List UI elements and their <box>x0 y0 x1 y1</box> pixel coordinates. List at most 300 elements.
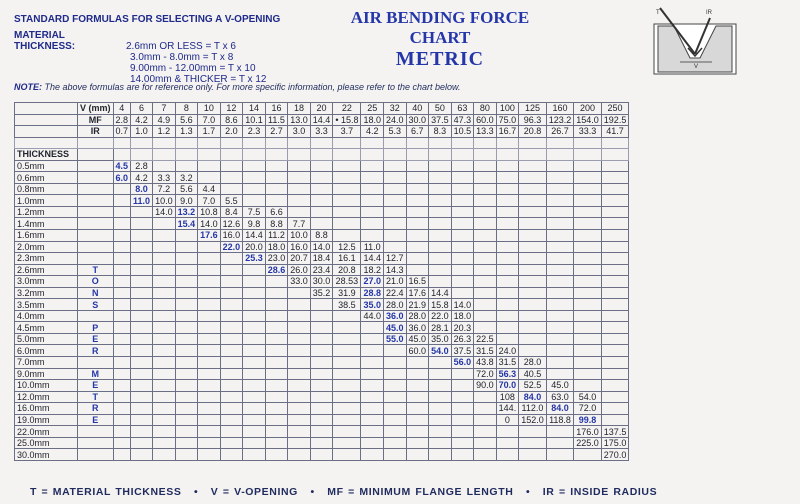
tonnage-cell <box>474 183 497 195</box>
tonnage-cell: 33.0 <box>288 276 311 288</box>
tonnage-cell <box>113 414 131 426</box>
tonnage-cell <box>175 230 198 242</box>
tonnage-cell <box>288 345 311 357</box>
v-opening-row-value: 160 <box>546 103 574 115</box>
tonnage-cell: 23.4 <box>310 264 333 276</box>
tonnage-cell <box>429 426 452 438</box>
vertical-letter: N <box>78 287 114 299</box>
tonnage-cell <box>451 437 474 449</box>
tonnage-cell <box>243 183 266 195</box>
tonnage-cell <box>546 322 574 334</box>
table-row <box>15 322 629 334</box>
tonnage-cell <box>153 414 176 426</box>
tonnage-cell <box>406 218 429 230</box>
tonnage-cell <box>198 322 221 334</box>
tonnage-cell <box>574 264 602 276</box>
inside-radius-row-value: 2.3 <box>243 126 266 138</box>
tonnage-cell: 22.0 <box>429 310 452 322</box>
blank-cell <box>429 149 452 161</box>
tonnage-cell <box>574 160 602 172</box>
tonnage-cell <box>406 357 429 369</box>
min-flange-row <box>15 114 629 126</box>
tonnage-cell: 8.0 <box>131 183 153 195</box>
tonnage-cell <box>333 218 361 230</box>
v-opening-row-value: 25 <box>361 103 384 115</box>
vertical-letter: S <box>78 299 114 311</box>
tonnage-cell <box>546 160 574 172</box>
tonnage-cell <box>546 183 574 195</box>
min-flange-row-value: 75.0 <box>496 114 519 126</box>
blank-cell <box>361 149 384 161</box>
tonnage-cell <box>546 437 574 449</box>
tonnage-cell <box>153 391 176 403</box>
vertical-letter: E <box>78 414 114 426</box>
tonnage-cell <box>574 322 602 334</box>
table-row <box>15 333 629 345</box>
blank-cell <box>429 137 452 149</box>
tonnage-cell <box>406 414 429 426</box>
tonnage-cell <box>333 160 361 172</box>
tonnage-cell <box>220 322 243 334</box>
bending-diagram-icon <box>650 4 740 78</box>
tonnage-cell <box>243 333 266 345</box>
blank-cell <box>546 137 574 149</box>
min-flange-row-value: 192.5 <box>601 114 629 126</box>
tonnage-cell <box>310 391 333 403</box>
tonnage-cell <box>131 357 153 369</box>
tonnage-cell <box>519 426 547 438</box>
tonnage-cell <box>429 437 452 449</box>
legend-mf: MF = MINIMUM FLANGE LENGTH <box>327 486 514 498</box>
table-row <box>15 345 629 357</box>
tonnage-cell <box>310 183 333 195</box>
tonnage-cell <box>220 368 243 380</box>
tonnage-cell <box>361 380 384 392</box>
blank-cell <box>113 149 131 161</box>
tonnage-cell <box>153 241 176 253</box>
blank-cell <box>243 137 266 149</box>
tonnage-cell: 10.0 <box>153 195 176 207</box>
tonnage-cell: 28.6 <box>265 264 288 276</box>
table-row <box>15 391 629 403</box>
tonnage-cell <box>406 206 429 218</box>
tonnage-cell <box>220 391 243 403</box>
formula-4: 14.00mm & THICKER = T x 12 <box>130 74 267 85</box>
blank-cell <box>220 137 243 149</box>
inside-radius-row-value: 33.3 <box>574 126 602 138</box>
tonnage-cell <box>198 403 221 415</box>
inside-radius-row-label: IR <box>78 126 114 138</box>
tonnage-cell <box>243 449 266 461</box>
tonnage-cell <box>429 403 452 415</box>
tonnage-cell: 12.6 <box>220 218 243 230</box>
tonnage-cell <box>131 437 153 449</box>
blank-cell <box>574 149 602 161</box>
vertical-letter: P <box>78 322 114 334</box>
tonnage-cell: 35.0 <box>361 299 384 311</box>
blank-cell <box>406 137 429 149</box>
vertical-letter <box>78 241 114 253</box>
tonnage-cell <box>131 310 153 322</box>
tonnage-cell: 7.0 <box>198 195 221 207</box>
tonnage-cell: 45.0 <box>406 333 429 345</box>
tonnage-cell <box>496 172 519 184</box>
tonnage-cell: 15.8 <box>429 299 452 311</box>
tonnage-cell <box>265 183 288 195</box>
tonnage-cell: 26.3 <box>451 333 474 345</box>
tonnage-cell: 20.0 <box>243 241 266 253</box>
tonnage-cell <box>288 368 311 380</box>
blank-cell <box>496 149 519 161</box>
blank-cell <box>198 137 221 149</box>
table-row <box>15 449 629 461</box>
tonnage-cell <box>333 391 361 403</box>
blank-cell <box>333 149 361 161</box>
tonnage-cell <box>333 437 361 449</box>
tonnage-cell <box>265 403 288 415</box>
tonnage-cell <box>496 160 519 172</box>
vertical-letter <box>78 437 114 449</box>
tonnage-cell: 55.0 <box>384 333 407 345</box>
blank-cell <box>15 137 78 149</box>
v-opening-row-value: 10 <box>198 103 221 115</box>
table-row <box>15 426 629 438</box>
tonnage-cell <box>175 287 198 299</box>
tonnage-cell <box>220 345 243 357</box>
tonnage-cell <box>519 287 547 299</box>
tonnage-cell: 25.3 <box>243 253 266 265</box>
tonnage-cell <box>131 322 153 334</box>
tonnage-cell: 36.0 <box>384 310 407 322</box>
tonnage-cell <box>384 391 407 403</box>
min-flange-row-value: 7.0 <box>198 114 221 126</box>
tonnage-cell <box>310 195 333 207</box>
tonnage-cell <box>384 345 407 357</box>
tonnage-cell: 72.0 <box>574 403 602 415</box>
min-flange-row-value: 30.0 <box>406 114 429 126</box>
table-row <box>15 195 629 207</box>
tonnage-cell: 17.6 <box>406 287 429 299</box>
tonnage-cell <box>451 276 474 288</box>
tonnage-cell <box>288 414 311 426</box>
blank-cell <box>265 137 288 149</box>
tonnage-cell <box>265 322 288 334</box>
blank-cell <box>519 149 547 161</box>
tonnage-cell <box>474 241 497 253</box>
tonnage-cell <box>198 276 221 288</box>
tonnage-cell <box>429 183 452 195</box>
v-opening-row-value: 14 <box>243 103 266 115</box>
legend-v: V = V-OPENING <box>210 486 298 498</box>
header-blank-cell <box>15 114 78 126</box>
tonnage-cell <box>406 160 429 172</box>
tonnage-cell: 40.5 <box>519 368 547 380</box>
tonnage-cell: 28.8 <box>361 287 384 299</box>
tonnage-cell <box>546 310 574 322</box>
tonnage-cell <box>384 368 407 380</box>
tonnage-cell <box>198 299 221 311</box>
tonnage-cell <box>384 183 407 195</box>
tonnage-cell <box>546 206 574 218</box>
tonnage-cell <box>333 345 361 357</box>
tonnage-cell <box>310 218 333 230</box>
tonnage-cell <box>601 345 629 357</box>
tonnage-cell <box>429 230 452 242</box>
vertical-letter: O <box>78 276 114 288</box>
tonnage-cell <box>243 287 266 299</box>
tonnage-cell: 6.0 <box>113 172 131 184</box>
tonnage-cell <box>496 206 519 218</box>
tonnage-cell <box>198 310 221 322</box>
tonnage-cell <box>361 414 384 426</box>
tonnage-cell: 14.4 <box>429 287 452 299</box>
tonnage-cell <box>288 160 311 172</box>
tonnage-cell <box>131 253 153 265</box>
tonnage-cell <box>474 172 497 184</box>
tonnage-cell: 14.0 <box>310 241 333 253</box>
tonnage-cell <box>113 449 131 461</box>
tonnage-cell: 152.0 <box>519 414 547 426</box>
tonnage-cell: 18.0 <box>451 310 474 322</box>
thickness-label: THICKNESS <box>15 149 78 161</box>
tonnage-cell: 11.0 <box>361 241 384 253</box>
tonnage-cell: 9.0 <box>175 195 198 207</box>
min-flange-row-value: 18.0 <box>361 114 384 126</box>
note-line <box>14 82 461 92</box>
tonnage-cell <box>474 276 497 288</box>
tonnage-cell <box>519 345 547 357</box>
tonnage-cell <box>496 426 519 438</box>
tonnage-cell <box>361 391 384 403</box>
tonnage-cell: 6.6 <box>265 206 288 218</box>
tonnage-cell: 108 <box>496 391 519 403</box>
tonnage-cell <box>384 449 407 461</box>
tonnage-cell <box>198 160 221 172</box>
tonnage-cell: 54.0 <box>429 345 452 357</box>
tonnage-cell <box>546 172 574 184</box>
blank-cell <box>333 137 361 149</box>
thickness-cell: 9.0mm <box>15 368 78 380</box>
thickness-cell: 0.5mm <box>15 160 78 172</box>
tonnage-cell <box>429 172 452 184</box>
tonnage-cell <box>175 333 198 345</box>
tonnage-cell: 44.0 <box>361 310 384 322</box>
tonnage-cell <box>546 426 574 438</box>
tonnage-cell <box>474 403 497 415</box>
tonnage-cell: 7.7 <box>288 218 311 230</box>
tonnage-cell <box>288 391 311 403</box>
tonnage-cell <box>243 368 266 380</box>
tonnage-cell <box>198 345 221 357</box>
tonnage-cell <box>429 357 452 369</box>
tonnage-cell <box>546 218 574 230</box>
blank-cell <box>131 137 153 149</box>
tonnage-cell <box>519 183 547 195</box>
tonnage-cell <box>574 368 602 380</box>
tonnage-cell <box>406 172 429 184</box>
v-opening-row-value: 40 <box>406 103 429 115</box>
tonnage-cell: 4.2 <box>131 172 153 184</box>
tonnage-cell <box>265 391 288 403</box>
tonnage-cell: 28.0 <box>384 299 407 311</box>
vertical-letter <box>78 357 114 369</box>
vertical-letter <box>78 230 114 242</box>
min-flange-row-value: 123.2 <box>546 114 574 126</box>
blank-cell <box>175 137 198 149</box>
tonnage-cell <box>131 426 153 438</box>
blank-cell <box>601 137 629 149</box>
tonnage-cell <box>220 172 243 184</box>
tonnage-cell <box>333 368 361 380</box>
tonnage-cell: 10.0 <box>288 230 311 242</box>
inside-radius-row-value: 4.2 <box>361 126 384 138</box>
tonnage-cell: 9.8 <box>243 218 266 230</box>
tonnage-cell: 31.5 <box>496 357 519 369</box>
tonnage-cell: 14.4 <box>361 253 384 265</box>
tonnage-cell <box>153 368 176 380</box>
tonnage-cell <box>220 414 243 426</box>
tonnage-cell: 84.0 <box>546 403 574 415</box>
thickness-cell: 7.0mm <box>15 357 78 369</box>
table-row <box>15 160 629 172</box>
tonnage-cell <box>496 253 519 265</box>
blank-cell <box>451 149 474 161</box>
tonnage-cell <box>384 241 407 253</box>
tonnage-cell: 63.0 <box>546 391 574 403</box>
inside-radius-row <box>15 126 629 138</box>
tonnage-cell <box>361 160 384 172</box>
tonnage-cell <box>406 403 429 415</box>
tonnage-cell: 26.0 <box>288 264 311 276</box>
tonnage-cell <box>451 206 474 218</box>
tonnage-cell <box>131 241 153 253</box>
tonnage-cell <box>198 391 221 403</box>
tonnage-cell <box>333 322 361 334</box>
tonnage-cell <box>131 380 153 392</box>
tonnage-cell <box>310 437 333 449</box>
tonnage-cell <box>601 218 629 230</box>
blank-cell <box>175 149 198 161</box>
tonnage-cell <box>574 357 602 369</box>
tonnage-cell: 15.4 <box>175 218 198 230</box>
tonnage-cell <box>601 391 629 403</box>
tonnage-cell <box>288 437 311 449</box>
tonnage-cell <box>361 333 384 345</box>
tonnage-cell: 84.0 <box>519 391 547 403</box>
v-opening-row-value: 50 <box>429 103 452 115</box>
tonnage-cell <box>175 357 198 369</box>
formula-2: 3.0mm - 8.0mm = T x 8 <box>130 52 234 63</box>
blank-cell <box>113 137 131 149</box>
tonnage-cell <box>310 380 333 392</box>
blank-cell <box>406 149 429 161</box>
tonnage-cell <box>220 264 243 276</box>
legend-separator: • <box>193 486 199 498</box>
thickness-cell: 2.6mm <box>15 264 78 276</box>
inside-radius-row-value: 41.7 <box>601 126 629 138</box>
vertical-letter <box>78 172 114 184</box>
tonnage-cell <box>451 218 474 230</box>
tonnage-cell <box>243 276 266 288</box>
tonnage-cell <box>220 437 243 449</box>
chart-title-line2: METRIC <box>395 48 485 70</box>
inside-radius-row-value: 10.5 <box>451 126 474 138</box>
tonnage-cell <box>198 357 221 369</box>
tonnage-cell <box>113 241 131 253</box>
tonnage-cell <box>601 333 629 345</box>
tonnage-cell: 5.5 <box>220 195 243 207</box>
tonnage-cell <box>451 264 474 276</box>
vertical-letter <box>78 449 114 461</box>
tonnage-cell <box>153 449 176 461</box>
tonnage-cell <box>198 264 221 276</box>
tonnage-cell <box>496 310 519 322</box>
tonnage-cell <box>361 357 384 369</box>
tonnage-cell <box>310 299 333 311</box>
tonnage-cell <box>496 449 519 461</box>
tonnage-cell <box>519 206 547 218</box>
tonnage-cell <box>406 437 429 449</box>
tonnage-cell <box>333 414 361 426</box>
v-opening-row-value: 6 <box>131 103 153 115</box>
tonnage-cell <box>406 368 429 380</box>
inside-radius-row-value: 2.7 <box>265 126 288 138</box>
thickness-cell: 1.0mm <box>15 195 78 207</box>
tonnage-cell <box>451 391 474 403</box>
tonnage-cell <box>113 183 131 195</box>
blank-cell <box>288 149 311 161</box>
vertical-letter: E <box>78 380 114 392</box>
tonnage-cell <box>519 160 547 172</box>
tonnage-cell: 118.8 <box>546 414 574 426</box>
tonnage-cell <box>131 391 153 403</box>
tonnage-cell <box>198 449 221 461</box>
table-row <box>15 380 629 392</box>
tonnage-cell <box>198 253 221 265</box>
tonnage-cell <box>574 195 602 207</box>
thickness-cell: 16.0mm <box>15 403 78 415</box>
min-flange-row-value: 11.5 <box>265 114 288 126</box>
tonnage-cell: 14.0 <box>451 299 474 311</box>
tonnage-cell <box>113 230 131 242</box>
tonnage-cell <box>601 403 629 415</box>
tonnage-cell <box>198 172 221 184</box>
tonnage-cell <box>474 264 497 276</box>
tonnage-cell: 56.0 <box>451 357 474 369</box>
tonnage-cell <box>310 368 333 380</box>
tonnage-cell <box>546 287 574 299</box>
thickness-cell: 12.0mm <box>15 391 78 403</box>
tonnage-cell <box>474 230 497 242</box>
tonnage-cell <box>519 449 547 461</box>
tonnage-cell <box>243 391 266 403</box>
thickness-cell: 3.0mm <box>15 276 78 288</box>
tonnage-cell: 11.2 <box>265 230 288 242</box>
tonnage-cell <box>243 426 266 438</box>
tonnage-cell <box>131 287 153 299</box>
tonnage-cell: 176.0 <box>574 426 602 438</box>
tonnage-cell: 4.4 <box>198 183 221 195</box>
blank-cell <box>310 149 333 161</box>
blank-cell <box>496 137 519 149</box>
tonnage-cell <box>406 449 429 461</box>
tonnage-cell <box>153 345 176 357</box>
inside-radius-row-value: 0.7 <box>113 126 131 138</box>
tonnage-cell: 225.0 <box>574 437 602 449</box>
vertical-letter: R <box>78 345 114 357</box>
tonnage-cell <box>175 299 198 311</box>
tonnage-cell <box>451 230 474 242</box>
